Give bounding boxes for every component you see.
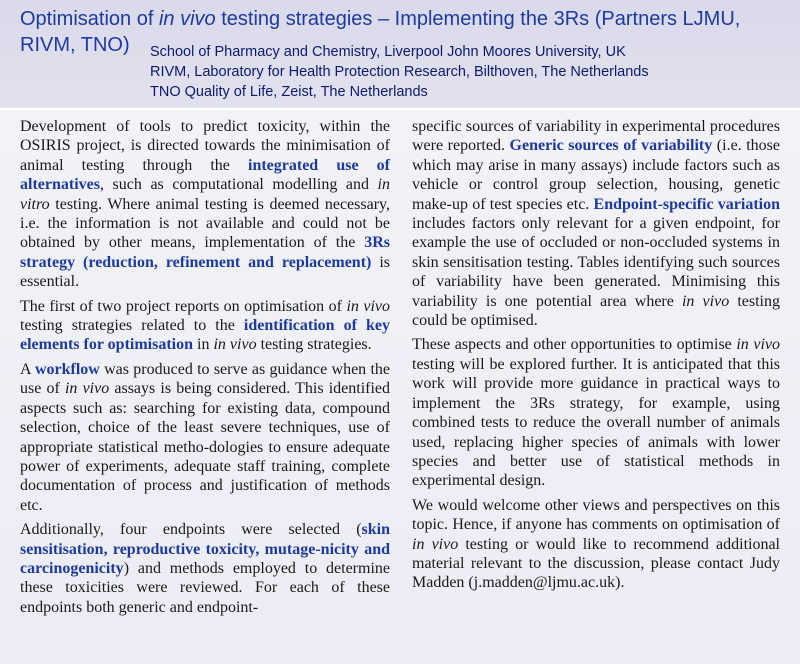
- text: Additionally, four endpoints were selected (: [20, 521, 362, 539]
- italic-term: in vivo: [64, 380, 110, 398]
- paragraph-endpoints: [20, 520, 390, 617]
- text: , such as computational modelling and: [99, 176, 378, 194]
- paragraph-workflow: [20, 360, 390, 515]
- italic-term: in vivo: [681, 292, 730, 310]
- highlight-endpoints: skin sensitisation, reproductive toxicity, mutage-nicity and carcinogenicity: [20, 521, 390, 577]
- italic-term: in vivo: [412, 535, 459, 553]
- text: testing will be explored further. It is anticipated that this work will provide more guidance in practical ways to implement the 3Rs strategy, for example, using combined tests to reduce the overall number of animals used, replacing higher species of animals with lower species and better use of statistical methods in experimental design.: [412, 355, 780, 490]
- affiliation-tno: TNO Quality of Life, Zeist, The Netherlands: [150, 84, 428, 100]
- text: testing could be optimised.: [412, 292, 780, 330]
- text: in: [193, 336, 214, 354]
- highlight-key-elements: identification of key elements for optimisation: [20, 317, 390, 354]
- paragraph-introduction: [20, 117, 390, 292]
- title-text-end: testing strategies – Implementing the 3Rs (Partners LJMU, RIVM, TNO): [20, 8, 741, 56]
- text: testing strategies related to the: [20, 317, 244, 335]
- highlight-workflow: workflow: [34, 360, 100, 378]
- affiliations: [150, 42, 649, 102]
- italic-term: in vivo: [736, 336, 781, 354]
- highlight-integrated-use: integrated use of alternatives: [20, 156, 390, 194]
- poster-body: [0, 110, 800, 664]
- paragraph-first-report: [20, 297, 390, 355]
- text: is essential.: [20, 253, 390, 291]
- text: These aspects and other opportunities to optimise: [412, 336, 737, 354]
- text: assays is being considered. This identified aspects such as: searching for existing data, compound selection, choice of the least severe techniques, use of appropriate statistical metho-dologies to ensure adequate power of experiments, adequate staff training, complete documentation of process and justification of methods etc.: [20, 380, 391, 514]
- highlight-3rs-strategy: 3Rs strategy (reduction, refinement and replacement): [20, 234, 390, 271]
- text: (i.e. those which may arise in many assays) include factors such as vehicle or control group selection, housing, genetic make-up of test species etc.: [412, 137, 781, 213]
- poster-header: [0, 0, 800, 110]
- text: testing strategies.: [256, 336, 372, 354]
- title-text-italic: in vivo: [158, 8, 216, 30]
- text: We would welcome other views and perspectives on this topic. Hence, if anyone has comments on optimisation of: [412, 496, 780, 534]
- paragraph-contact: [412, 496, 780, 593]
- text: Development of tools to predict toxicity, within the OSIRIS project, is directed towards the minimisation of animal testing through the: [20, 118, 390, 174]
- text: specific sources of variability in experimental procedures were reported.: [412, 118, 780, 155]
- text: includes factors only relevant for a given endpoint, for example the use of occluded or non-occluded systems in skin sensitisation testing. Tables identifying such sources of variability have been generated. Minimising this variability is one potential area where: [412, 215, 780, 310]
- left-column: [20, 117, 390, 622]
- italic-term: in vivo: [213, 336, 257, 354]
- paragraph-variability: [412, 117, 780, 330]
- italic-term: in vitro: [20, 176, 390, 213]
- title-text-start: Optimisation of: [20, 8, 159, 30]
- text: ) and methods employed to determine these toxicities were reviewed. For each of these endpoints both generic and endpoint-: [20, 559, 390, 616]
- highlight-endpoint-specific: Endpoint-specific variation: [593, 195, 781, 213]
- affiliation-ljmu: School of Pharmacy and Chemistry, Liverpool John Moores University, UK: [150, 44, 626, 60]
- text: testing. Where animal testing is deemed necessary, i.e. the information is not available and could not be obtained by other means, implementation of the: [20, 195, 390, 252]
- text: was produced to serve as guidance when the use of: [20, 360, 390, 398]
- text: A: [20, 360, 35, 378]
- affiliation-rivm: RIVM, Laboratory for Health Protection Research, Bilthoven, The Netherlands: [150, 64, 649, 80]
- paragraph-opportunities: [412, 335, 780, 490]
- right-column: [412, 117, 780, 598]
- text: The first of two project reports on optimisation of: [20, 297, 347, 315]
- highlight-generic-sources: Generic sources of variability: [509, 137, 713, 155]
- text: testing or would like to recommend additional material relevant to the discussion, please contact Judy Madden (j.madden@ljmu.ac.uk).: [412, 535, 781, 592]
- italic-term: in vivo: [346, 297, 391, 315]
